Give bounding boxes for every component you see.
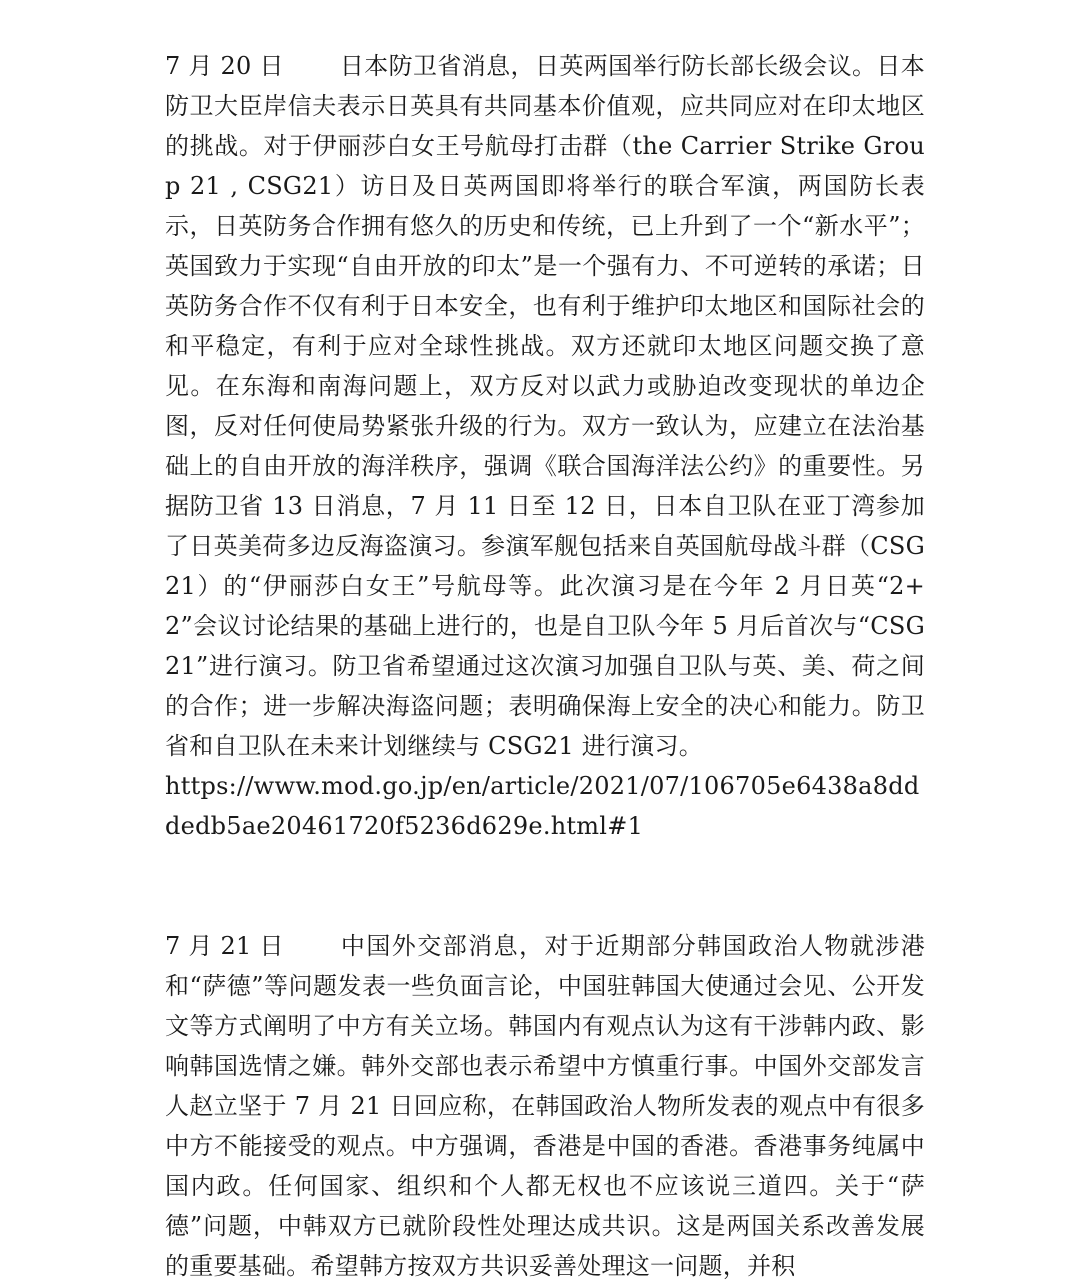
entry-text: 中国外交部消息，对于近期部分韩国政治人物就涉港和“萨德”等问题发表一些负面言论，中国驻韩国大使通过会见、公开发文等方式阐明了中方有关立场。韩国内有观点认为这有干涉韩内政、影响韩国选情之嫌。韩外交部也表示希望中方慎重行事。中国外交部发言人赵立坚于 7 月 21 日回应称，在韩国政治人物所发表的观点中有很多中方不能接受的观点。中方强调，香港是中国的香港。香港事务纯属中国内政。任何国家、组织和个人都无权也不应该说三道四。关于“萨德”问题，中韩双方已就阶段性处理达成共识。这是两国关系改善发展的重要基础。希望韩方按双方共识妥善处理这一问题，并积: [165, 932, 925, 1280]
entry-date: 7 月 20 日: [165, 52, 284, 80]
entry-text: 日本防卫省消息，日英两国举行防长部长级会议。日本防卫大臣岸信夫表示日英具有共同基本价值观，应共同应对在印太地区的挑战。对于伊丽莎白女王号航母打击群（the Carrier Strike Group 21 , CSG21）访日及日英两国即将举行的联合军演，两国防长表示，日英防务合作拥有悠久的历史和传统，已上升到了一个“新水平”；英国致力于实现“自由开放的印太”是一个强有力、不可逆转的承诺；日英防务合作不仅有利于日本安全，也有利于维护印太地区和国际社会的和平稳定，有利于应对全球性挑战。双方还就印太地区问题交换了意见。在东海和南海问题上，双方反对以武力或胁迫改变现状的单边企图，反对任何使局势紧张升级的行为。双方一致认为，应建立在法治基础上的自由开放的海洋秩序，强调《联合国海洋法公约》的重要性。另据防卫省 13 日消息，7 月 11 日至 12 日，日本自卫队在亚丁湾参加了日英美荷多边反海盗演习。参演军舰包括来自英国航母战斗群（CSG21）的“伊丽莎白女王”号航母等。此次演习是在今年 2 月日英“2+2”会议讨论结果的基础上进行的，也是自卫队今年 5 月后首次与“CSG21”进行演习。防卫省希望通过这次演习加强自卫队与英、美、荷之间的合作；进一步解决海盗问题；表明确保海上安全的决心和能力。防卫省和自卫队在未来计划继续与 CSG21 进行演习。: [165, 52, 925, 760]
entry-date: 7 月 21 日: [165, 932, 284, 960]
entry-separator: [165, 846, 925, 926]
source-link[interactable]: https://www.mod.go.jp/en/article/2021/07/106705e6438a8dddedb5ae20461720f5236d629e.html#1: [165, 772, 920, 840]
entry-july-21: [165, 926, 925, 1286]
document-page: [165, 46, 925, 1286]
entry-july-20: [165, 46, 925, 846]
